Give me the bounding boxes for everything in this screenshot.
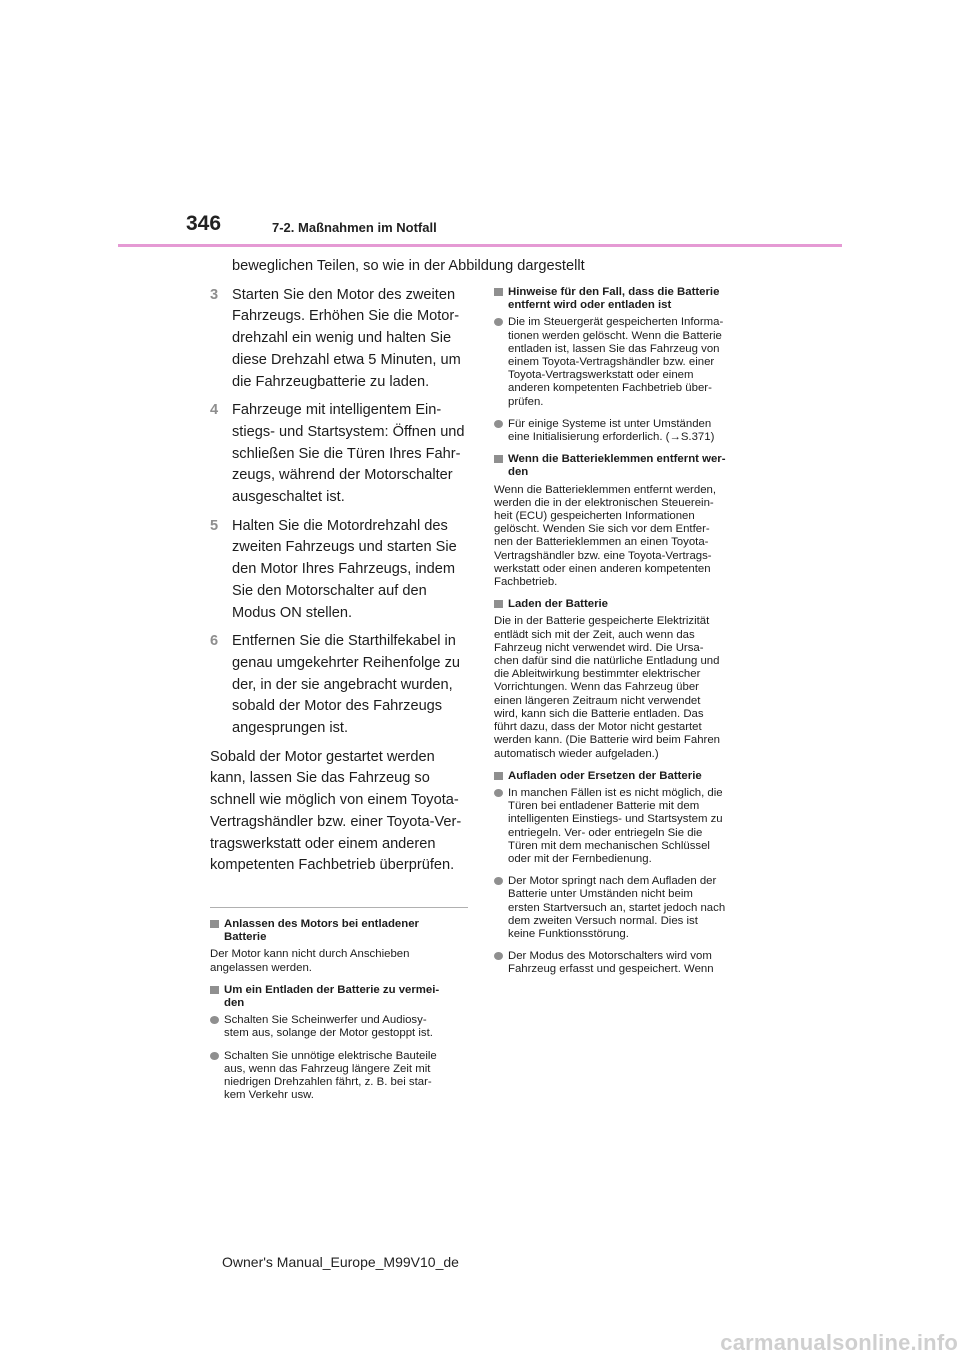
text-line: Fahrzeug nicht verwendet wird. Die Ursa- bbox=[494, 641, 704, 654]
text-line: eine Initialisierung erforderlich. (→S.371) bbox=[508, 431, 715, 444]
note-heading bbox=[494, 770, 756, 783]
square-bullet-icon bbox=[494, 772, 503, 780]
text-line: Starten Sie den Motor des zweiten bbox=[232, 286, 456, 303]
watermark: carmanualsonline.info bbox=[720, 1330, 958, 1355]
page-number: 346 bbox=[186, 212, 222, 235]
square-bullet-icon bbox=[210, 986, 219, 994]
text-line: den bbox=[508, 466, 529, 479]
text-line: werkstatt oder einen anderen kompetenten bbox=[494, 562, 711, 575]
round-bullet-icon bbox=[494, 420, 503, 428]
note-heading-text bbox=[508, 598, 608, 611]
note-heading-text bbox=[224, 918, 419, 944]
text-line: anderen kompetenten Fachbetrieb über- bbox=[508, 382, 712, 395]
bullet-item bbox=[494, 418, 756, 444]
text-line: Toyota-Vertragswerkstatt oder einem bbox=[508, 369, 694, 382]
text-line: schließen Sie die Türen Ihres Fahr- bbox=[232, 445, 461, 462]
text-line: Die in der Batterie gespeicherte Elektrizität bbox=[494, 615, 710, 628]
text-line: Halten Sie die Motordrehzahl des bbox=[232, 517, 448, 534]
text-line: die Ableitwirkung bestimmter elektrischer bbox=[494, 668, 701, 681]
note-heading bbox=[494, 453, 756, 479]
text-line: Batterie bbox=[224, 931, 267, 944]
text-line: Um ein Entladen der Batterie zu vermei- bbox=[224, 983, 440, 996]
bullet-item bbox=[210, 1050, 472, 1103]
note-block bbox=[210, 984, 472, 1103]
step-text bbox=[232, 516, 472, 625]
text-line: Der Modus des Motorschalters wird vom bbox=[508, 950, 712, 963]
step-number: 6 bbox=[210, 633, 219, 650]
text-line: sobald der Motor des Fahrzeugs bbox=[232, 698, 443, 715]
round-bullet-icon bbox=[210, 1016, 219, 1024]
text-line: kompetenten Fachbetrieb überprüfen. bbox=[210, 857, 455, 874]
text-line: ersten Startversuch an, startet jedoch nach bbox=[508, 901, 726, 914]
text-line: In manchen Fällen ist es nicht möglich, die bbox=[508, 786, 723, 799]
bullet-text bbox=[508, 950, 756, 976]
round-bullet-icon bbox=[494, 877, 503, 885]
square-bullet-icon bbox=[494, 455, 503, 463]
note-heading-text bbox=[508, 453, 726, 479]
bullet-text bbox=[224, 1014, 472, 1040]
step-text bbox=[232, 631, 472, 740]
text-line: Der Motor kann nicht durch Anschieben bbox=[210, 948, 410, 961]
text-line: Fahrzeug erfasst und gespeichert. Wenn bbox=[508, 963, 714, 976]
text-line: die Fahrzeugbatterie zu laden. bbox=[232, 373, 430, 390]
step-item bbox=[210, 631, 472, 740]
round-bullet-icon bbox=[210, 1052, 219, 1060]
round-bullet-icon bbox=[494, 789, 503, 797]
text-line: intelligenten Einstiegs- und Startsystem zu bbox=[508, 813, 723, 826]
text-line: Schalten Sie unnötige elektrische Bauteile bbox=[224, 1049, 437, 1062]
lead-text: beweglichen Teilen, so wie in der Abbildung dargestellt bbox=[232, 258, 585, 274]
text-line: zweiten Fahrzeugs und starten Sie bbox=[232, 539, 457, 556]
text-line: stiegs- und Startsystem: Öffnen und bbox=[232, 423, 465, 440]
text-line: heit (ECU) gespeicherten Informationen bbox=[494, 510, 695, 523]
text-line: angelassen werden. bbox=[210, 961, 312, 974]
text-line: werden kann. (Die Batterie wird beim Fahren bbox=[494, 734, 721, 747]
text-line: führt dazu, dass der Motor nicht gestartet bbox=[494, 721, 702, 734]
step-number: 4 bbox=[210, 402, 219, 419]
text-line: Modus ON stellen. bbox=[232, 604, 353, 621]
text-line: kem Verkehr usw. bbox=[224, 1089, 314, 1102]
note-body bbox=[210, 948, 472, 974]
note-block bbox=[494, 453, 756, 589]
text-line: dem zweiten Versuch normal. Dies ist bbox=[508, 914, 698, 927]
step-text bbox=[232, 400, 472, 509]
note-block bbox=[210, 918, 472, 975]
text-line: Vertragshändler bzw. eine Toyota-Vertrags- bbox=[494, 549, 712, 562]
left-notes bbox=[210, 918, 472, 1102]
right-column bbox=[494, 286, 756, 986]
text-line: Schalten Sie Scheinwerfer und Audiosy- bbox=[224, 1014, 427, 1027]
bullet-text bbox=[508, 787, 756, 866]
round-bullet-icon bbox=[494, 952, 503, 960]
text-line: Vorrichtungen. Wenn das Fahrzeug über bbox=[494, 681, 699, 694]
text-line: Die im Steuergerät gespeicherten Informa- bbox=[508, 316, 724, 329]
text-line: diese Drehzahl etwa 5 Minuten, um bbox=[232, 351, 461, 368]
text-line: kann, lassen Sie das Fahrzeug so bbox=[210, 770, 430, 787]
bullet-text bbox=[224, 1050, 472, 1103]
text-line: Aufladen oder Ersetzen der Batterie bbox=[508, 769, 702, 782]
text-line: zeugs, während der Motorschalter bbox=[232, 467, 453, 484]
text-line: Batterie unter Umständen nicht beim bbox=[508, 888, 693, 901]
step-text bbox=[232, 285, 472, 394]
text-line: prüfen. bbox=[508, 395, 544, 408]
section-title: 7-2. Maßnahmen im Notfall bbox=[272, 220, 437, 235]
text-line: gelöscht. Wenden Sie sich vor dem Entfer- bbox=[494, 523, 710, 536]
round-bullet-icon bbox=[494, 318, 503, 326]
text-line: automatisch wieder aufgeladen.) bbox=[494, 747, 659, 760]
text-line: ausgeschaltet ist. bbox=[232, 489, 345, 506]
note-block bbox=[494, 598, 756, 760]
right-notes bbox=[494, 286, 756, 977]
bullet-item bbox=[494, 875, 756, 941]
text-line: tionen werden gelöscht. Wenn die Batterie bbox=[508, 329, 722, 342]
text-line: niedrigen Drehzahlen fährt, z. B. bei star- bbox=[224, 1076, 432, 1089]
text-line: Der Motor springt nach dem Aufladen der bbox=[508, 875, 717, 888]
text-line: den bbox=[224, 997, 245, 1009]
text-line: drehzahl ein wenig und halten Sie bbox=[232, 330, 452, 347]
text-line: der, in der sie angebracht wurden, bbox=[232, 676, 453, 693]
square-bullet-icon bbox=[494, 288, 503, 296]
square-bullet-icon bbox=[210, 920, 219, 928]
note-heading-text bbox=[224, 984, 439, 1010]
text-line: wird, kann sich die Batterie entladen. Das bbox=[494, 707, 704, 720]
text-line: Entfernen Sie die Starthilfekabel in bbox=[232, 633, 456, 650]
bullet-text bbox=[508, 418, 756, 444]
text-line: Wenn die Batterieklemmen entfernt wer- bbox=[508, 453, 726, 466]
text-line: Für einige Systeme ist unter Umständen bbox=[508, 417, 712, 430]
text-line: angesprungen ist. bbox=[232, 720, 349, 737]
text-line: Sobald der Motor gestartet werden bbox=[210, 748, 435, 765]
text-line: Anlassen des Motors bei entladener bbox=[224, 917, 419, 930]
text-line: Türen mit dem mechanischen Schlüssel bbox=[508, 839, 710, 852]
text-line: Laden der Batterie bbox=[508, 598, 609, 611]
text-line: stem aus, solange der Motor gestoppt ist. bbox=[224, 1027, 433, 1040]
text-line: oder mit der Fernbedienung. bbox=[508, 852, 652, 865]
text-line: Hinweise für den Fall, dass die Batterie bbox=[508, 286, 720, 298]
text-line: Wenn die Batterieklemmen entfernt werden, bbox=[494, 483, 717, 496]
text-line: chen dafür sind die natürliche Entladung und bbox=[494, 655, 720, 668]
text-line: entriegeln. Ver- oder entriegeln Sie die bbox=[508, 826, 703, 839]
text-line: Fahrzeuge mit intelligentem Ein- bbox=[232, 402, 442, 419]
text-line: entfernt wird oder entladen ist bbox=[508, 299, 672, 312]
step-number: 3 bbox=[210, 286, 219, 303]
square-bullet-icon bbox=[494, 600, 503, 608]
divider bbox=[210, 907, 468, 908]
text-line: genau umgekehrter Reihenfolge zu bbox=[232, 654, 460, 671]
note-block bbox=[494, 286, 756, 444]
closing-paragraph bbox=[210, 747, 472, 877]
bullet-item bbox=[494, 950, 756, 976]
note-heading bbox=[210, 984, 472, 1010]
text-line: Sie den Motorschalter auf den bbox=[232, 582, 427, 599]
text-line: Fachbetrieb. bbox=[494, 576, 558, 589]
bullet-item bbox=[210, 1014, 472, 1040]
bullet-text bbox=[508, 316, 756, 408]
note-block bbox=[494, 770, 756, 977]
text-line: den Motor Ihres Fahrzeugs, indem bbox=[232, 561, 456, 578]
text-line: entladen ist, lassen Sie das Fahrzeug von bbox=[508, 342, 720, 355]
header-rule bbox=[118, 244, 842, 247]
text-line: nen der Batterieklemmen an einen Toyota- bbox=[494, 536, 709, 549]
text-line: Fahrzeugs. Erhöhen Sie die Motor- bbox=[232, 308, 460, 325]
note-body bbox=[494, 615, 756, 760]
bullet-item bbox=[494, 787, 756, 866]
footer-text: Owner's Manual_Europe_M99V10_de bbox=[222, 1254, 459, 1270]
note-heading bbox=[494, 286, 756, 312]
text-line: keine Funktionsstörung. bbox=[508, 927, 629, 940]
text-line: Vertragshändler bzw. einer Toyota-Ver- bbox=[210, 813, 462, 830]
step-number: 5 bbox=[210, 517, 219, 534]
step-item bbox=[210, 516, 472, 625]
text-line: tragswerkstatt oder einem anderen bbox=[210, 835, 436, 852]
step-item bbox=[210, 400, 472, 509]
text-line: werden die in der elektronischen Steuerein- bbox=[494, 496, 714, 509]
note-heading-text bbox=[508, 770, 702, 783]
text-line: aus, wenn das Fahrzeug längere Zeit mit bbox=[224, 1062, 431, 1075]
text-line: schnell wie möglich von einem Toyota- bbox=[210, 792, 459, 809]
text-line: einen längeren Zeitraum nicht verwendet bbox=[494, 694, 701, 707]
note-body bbox=[494, 484, 756, 590]
note-heading bbox=[210, 918, 472, 944]
note-heading bbox=[494, 598, 756, 611]
step-item bbox=[210, 285, 472, 394]
text-line: entlädt sich mit der Zeit, auch wenn das bbox=[494, 628, 695, 641]
text-line: einem Toyota-Vertragshändler bzw. einer bbox=[508, 356, 715, 369]
bullet-item bbox=[494, 316, 756, 408]
note-heading-text bbox=[508, 286, 719, 312]
text-line: Türen bei entladener Batterie mit dem bbox=[508, 800, 700, 813]
bullet-text bbox=[508, 875, 756, 941]
steps-list bbox=[210, 285, 472, 740]
